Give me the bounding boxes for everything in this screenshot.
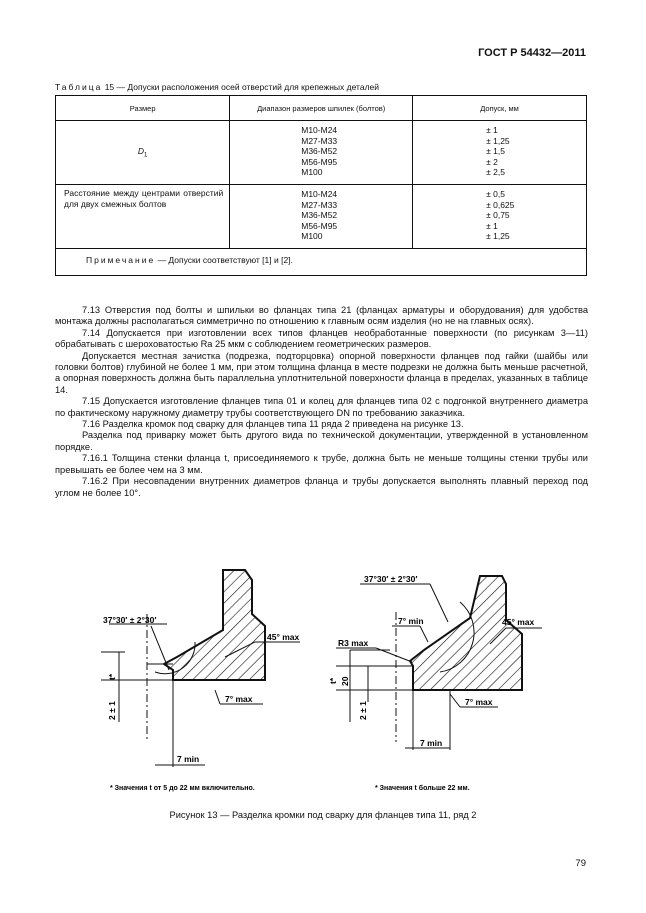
thickness-label: t* xyxy=(107,673,117,680)
paragraph: 7.16.1 Толщина стенки фланца t, присоединяемого к трубе, должна быть не меньше толщины стенки трубы или превышать ее более чем на 3 мм. xyxy=(55,453,588,475)
row-label-d1: $D_1$ xyxy=(56,121,230,185)
flange-section xyxy=(410,576,522,690)
angle-label: 37°30′ ± 2°30′ xyxy=(103,615,157,625)
header-range: Диапазон размеров шпилек (болтов) xyxy=(230,96,413,121)
header-size: Размер xyxy=(56,96,230,121)
min-length-label: 7 min xyxy=(420,738,443,748)
table-row xyxy=(56,121,587,185)
root-dim-label: 2 ± 1 xyxy=(107,701,117,720)
table-caption xyxy=(55,82,379,92)
weld-prep-drawing-right xyxy=(320,562,550,802)
thickness-label: t* xyxy=(328,677,338,684)
paragraph: 7.13 Отверстия под болты и шпильки во фланцах типа 21 (фланцах арматуры и оборудования) для удобства монтажа должны располагаться симметрично по отношению к главным осям изделия (но не на главных осях). xyxy=(55,305,588,327)
paragraph: 7.16 Разделка кромок под сварку для фланцев типа 11 ряда 2 приведена на рисунке 13. xyxy=(82,419,464,430)
table-note: Примечание — Допуски соответствуют [1] и [2]. xyxy=(56,248,587,275)
table-header-row xyxy=(56,96,587,121)
standard-number: ГОСТ Р 54432—2011 xyxy=(478,47,586,59)
row-tolerances: ± 1 ± 1,25 ± 1,5 ± 2 ± 2,5 xyxy=(413,121,587,185)
row-label-distance: Расстояние между центрами отверстий для двух смежных болтов xyxy=(56,184,230,248)
footnote-right: * Значения t больше 22 мм. xyxy=(375,785,470,792)
body-text xyxy=(55,305,588,499)
page-number: 79 xyxy=(575,858,586,869)
weld-prep-drawing-left xyxy=(95,562,315,802)
footnote-left: * Значения t от 5 до 22 мм включительно. xyxy=(110,785,255,792)
angle-label: 37°30′ ± 2°30′ xyxy=(364,574,418,584)
paragraph: 7.16.2 При несовпадении внутренних диаметров фланца и трубы допускается выполнять плавный переход под углом не более 10°. xyxy=(55,476,588,498)
bevel-max-label: 7° max xyxy=(465,697,493,707)
bevel-max-label: 7° max xyxy=(225,694,253,704)
flange-section xyxy=(164,570,265,680)
figure-caption: Рисунок 13 — Разделка кромки под сварку для фланцев типа 11, ряд 2 xyxy=(169,810,477,820)
min-length-label: 7 min xyxy=(177,754,200,764)
row-sizes: M10-M24 M27-M33 M36-M52 M56-M95 M100 xyxy=(230,184,413,248)
paragraph: Разделка под приварку может быть другого вида по технической документации, утвержденной в установленном порядке. xyxy=(55,430,588,452)
paragraph: 7.15 Допускается изготовление фланцев типа 01 и колец для фланцев типа 02 с подгонкой внутреннего диаметра по фактическому наружному диаметру трубы соответствующего DN по требованию заказчика. xyxy=(55,396,588,418)
header-tolerance: Допуск, мм xyxy=(413,96,587,121)
row-sizes: M10-M24 M27-M33 M36-M52 M56-M95 M100 xyxy=(230,121,413,185)
radius-label: R3 max xyxy=(338,638,369,648)
dim-20-label: 20 xyxy=(340,676,350,686)
max-angle-label: 45° max xyxy=(502,617,535,627)
max-angle-label: 45° max xyxy=(267,632,300,642)
table-caption-text: 15 — Допуски расположения осей отверстий для крепежных деталей xyxy=(102,82,380,92)
table-note-row xyxy=(56,248,587,275)
tolerance-table xyxy=(55,95,587,276)
row-tolerances: ± 0,5 ± 0,625 ± 0,75 ± 1 ± 1,25 xyxy=(413,184,587,248)
paragraph: 7.14 Допускается при изготовлении всех типов фланцев необработанные поверхности (по рисункам 3—11) обрабатывать с шероховатостью Ra 25 мкм с соблюдением геометрических размеров. xyxy=(55,327,588,350)
paragraph: Допускается местная зачистка (подрезка, подторцовка) опорной поверхности фланцев под гайки (шайбы или головки болтов) глубиной не более 1 мм, при этом толщина фланца в месте подрезки не должна быть меньше расчетной, а опорная поверхность должна быть параллельна уплотнительной поверхности фланца в пределах, указанных в таблице 14. xyxy=(55,350,588,395)
table-caption-prefix: Таблица xyxy=(55,82,103,92)
table-row xyxy=(56,184,587,248)
root-dim-label: 2 ± 1 xyxy=(358,701,368,720)
min-angle-label: 7° min xyxy=(398,616,424,626)
